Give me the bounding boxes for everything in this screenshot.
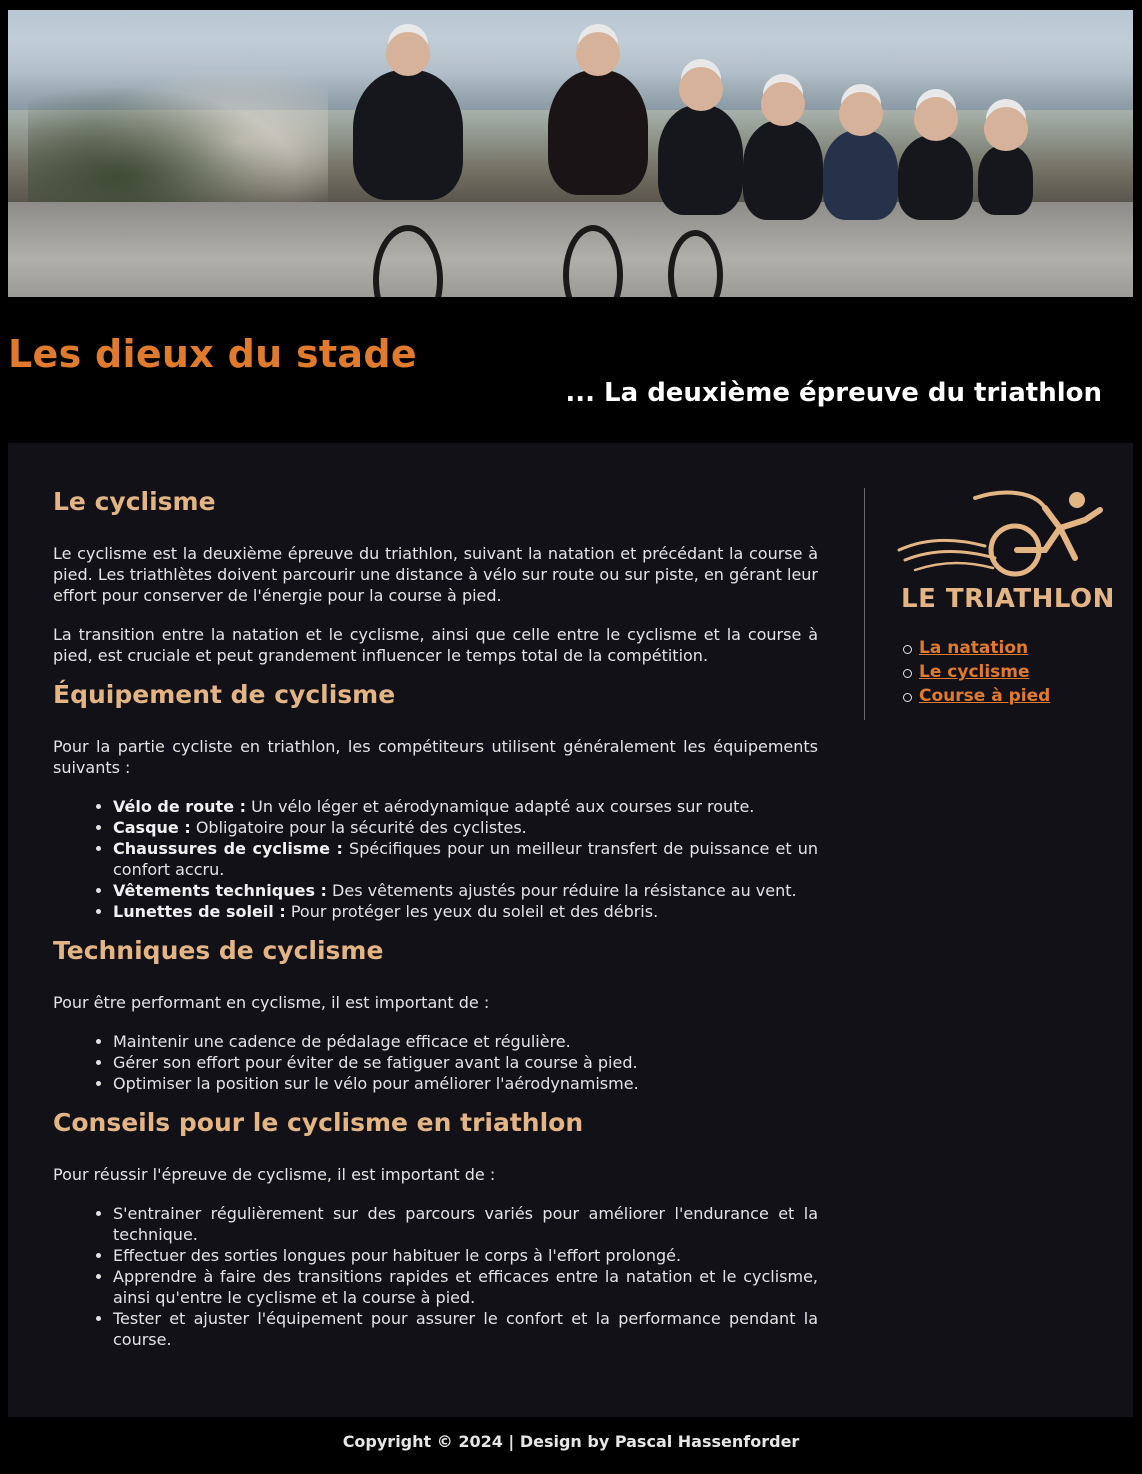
list-item: • Chaussures de cyclisme : Spécifiques pour un meilleur transfert de puissance et un confort accru. (113, 838, 818, 880)
footer-copyright: Copyright © 2024 | Design by Pascal Hassenforder (342, 1432, 800, 1451)
paragraph: Pour être performant en cyclisme, il est important de : (53, 993, 490, 1012)
banner-photo (8, 10, 1133, 297)
nav-link-cyclisme[interactable]: Le cyclisme (919, 662, 1030, 682)
list-item: • Apprendre à faire des transitions rapides et efficaces entre la natation et le cyclisme, ainsi qu'entre le cyclisme et la course à pied. (113, 1266, 818, 1308)
list-item: • Lunettes de soleil : Pour protéger les yeux du soleil et des débris. (113, 901, 818, 922)
list-item: • Vélo de route : Un vélo léger et aérodynamique adapté aux courses sur route. (113, 796, 818, 817)
logo-text: LE TRIATHLON (901, 584, 1115, 614)
list-item: • Effectuer des sorties longues pour habituer le corps à l'effort prolongé. (113, 1245, 818, 1266)
list-item: • Gérer son effort pour éviter de se fatiguer avant la course à pied. (113, 1052, 818, 1073)
banner-rider (978, 145, 1033, 215)
list-item: • Vêtements techniques : Des vêtements ajustés pour réduire la résistance au vent. (113, 880, 818, 901)
list-item: • S'entrainer régulièrement sur des parcours variés pour améliorer l'endurance et la technique. (113, 1203, 818, 1245)
article-content (53, 487, 818, 1350)
side-nav (903, 636, 1050, 708)
tips-list (53, 1203, 818, 1350)
list-item: • Optimiser la position sur le vélo pour améliorer l'aérodynamisme. (113, 1073, 818, 1094)
nav-item-course (903, 684, 1050, 708)
list-item: • Casque : Obligatoire pour la sécurité des cyclistes. (113, 817, 818, 838)
paragraph: Le cyclisme est la deuxième épreuve du triathlon, suivant la natation et précédant la course à pied. Les triathlètes doivent parcourir une distance à vélo sur route ou sur piste, en gérant leur effort pour conserver de l'énergie pour la course à pied. (53, 544, 818, 605)
banner-rider (898, 135, 973, 220)
sidebar (864, 488, 1133, 720)
nav-item-natation (903, 636, 1050, 660)
section-heading: Le cyclisme (53, 487, 216, 516)
section-heading: Techniques de cyclisme (53, 936, 384, 965)
paragraph: Pour la partie cycliste en triathlon, les compétiteurs utilisent généralement les équipements suivants : (53, 737, 818, 777)
nav-item-cyclisme (903, 660, 1050, 684)
banner-rider (743, 120, 823, 220)
list-item: • Maintenir une cadence de pédalage efficace et régulière. (113, 1031, 818, 1052)
paragraph: La transition entre la natation et le cyclisme, ainsi que celle entre le cyclisme et la course à pied, est cruciale et peut grandement influencer le temps total de la compétition. (53, 625, 818, 665)
nav-link-course-a-pied[interactable]: Course à pied (919, 686, 1051, 706)
banner-rider (353, 70, 463, 200)
nav-link-natation[interactable]: La natation (919, 638, 1029, 658)
banner-rider (548, 70, 648, 195)
site-title: Les dieux du stade (8, 332, 417, 376)
list-item: • Tester et ajuster l'équipement pour assurer le confort et la performance pendant la course. (113, 1308, 818, 1350)
equipment-list (53, 796, 818, 922)
section-heading: Conseils pour le cyclisme en triathlon (53, 1108, 584, 1137)
site-subtitle: ... La deuxième épreuve du triathlon (565, 378, 1102, 408)
section-heading: Équipement de cyclisme (53, 680, 396, 709)
banner-rider (658, 105, 743, 215)
techniques-list (53, 1031, 818, 1094)
main-panel (8, 443, 1133, 1417)
banner-rider (823, 130, 898, 220)
paragraph: Pour réussir l'épreuve de cyclisme, il est important de : (53, 1165, 496, 1184)
